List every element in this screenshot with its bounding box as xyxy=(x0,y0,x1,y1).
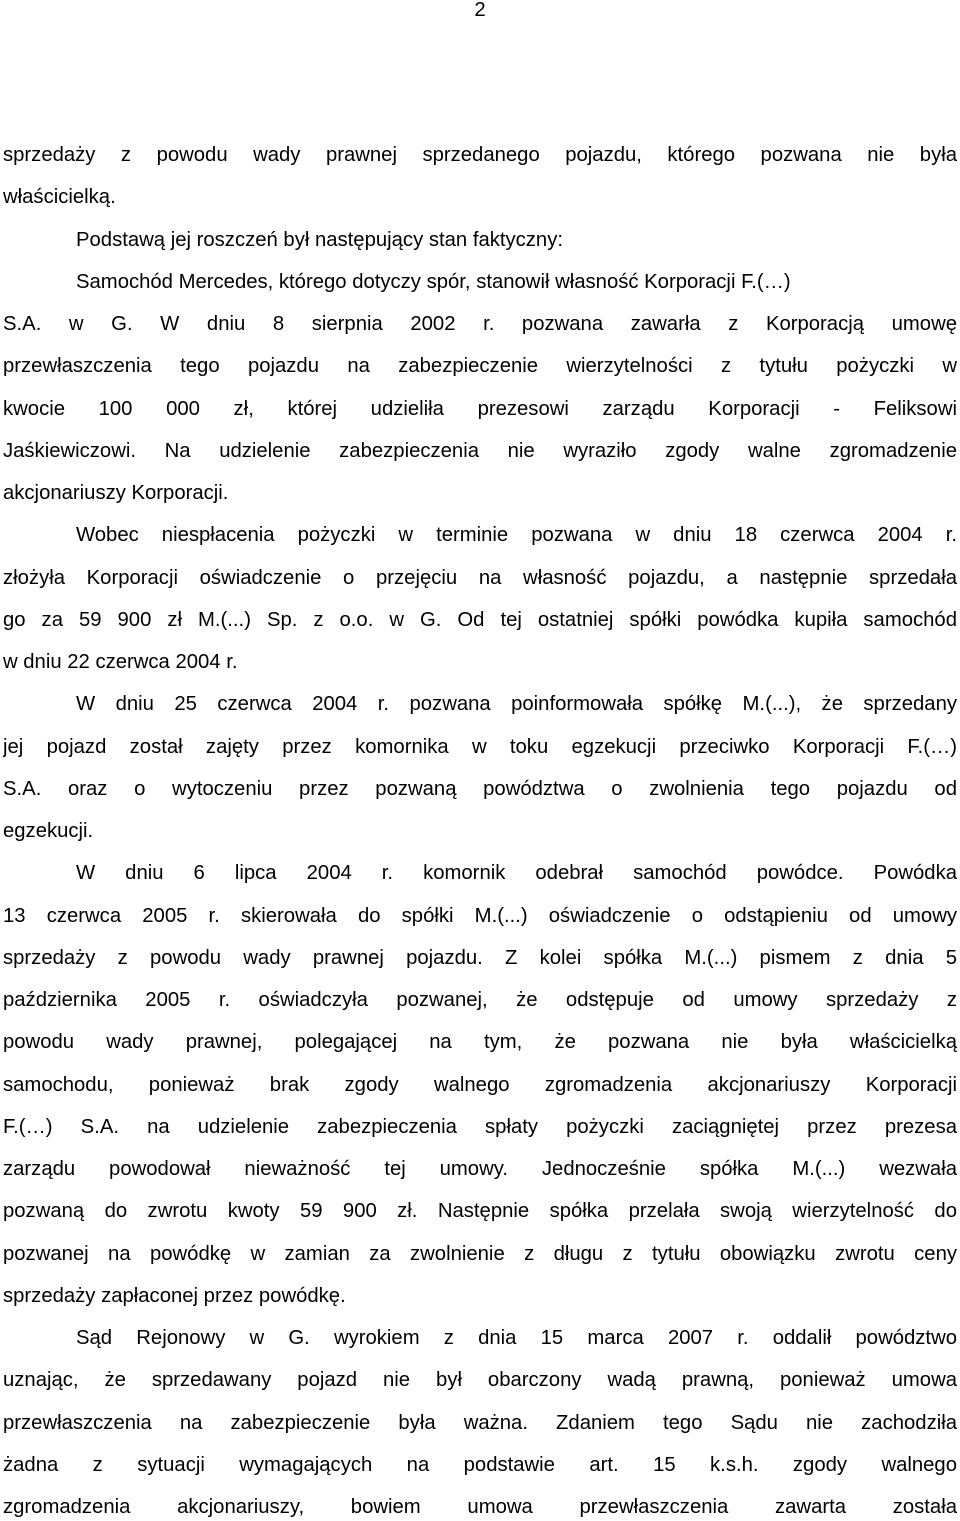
text-line: F.(…) S.A. na udzielenie zabezpieczenia spłaty pożyczki zaciągniętej przez prezesa xyxy=(3,1115,957,1138)
text-line: jej pojazd został zajęty przez komornika w toku egzekucji przeciwko Korporacji F.(…) xyxy=(3,735,957,758)
text-line: 13 czerwca 2005 r. skierowała do spółki M.(...) oświadczenie o odstąpieniu od umowy xyxy=(3,904,957,927)
text-line: Sąd Rejonowy w G. wyrokiem z dnia 15 marca 2007 r. oddalił powództwo xyxy=(76,1327,957,1349)
text-line: sprzedaży z powodu wady prawnej pojazdu. Z kolei spółka M.(...) pismem z dnia 5 xyxy=(3,946,957,969)
text-line: Podstawą jej roszczeń był następujący stan faktyczny: xyxy=(76,228,563,251)
text-line: przewłaszczenia tego pojazdu na zabezpieczenie wierzytelności z tytułu pożyczki w xyxy=(3,355,957,378)
text-line: właścicielką. xyxy=(3,186,116,209)
text-line: S.A. oraz o wytoczeniu przez pozwaną powództwa o zwolnienia tego pojazdu od xyxy=(3,777,957,800)
text-line: pozwaną do zwrotu kwoty 59 900 zł. Następnie spółka przelała swoją wierzytelność do xyxy=(3,1200,957,1223)
text-line: egzekucji. xyxy=(3,820,94,842)
text-line: akcjonariuszy Korporacji. xyxy=(3,482,229,504)
text-line: sprzedaży zapłaconej przez powódkę. xyxy=(3,1284,346,1307)
text-line: zgromadzenia akcjonariuszy, bowiem umowa przewłaszczenia zawarta została xyxy=(3,1496,957,1518)
text-line: W dniu 6 lipca 2004 r. komornik odebrał samochód powódce. Powódka xyxy=(76,862,957,885)
text-line: pozwanej na powódkę w zamian za zwolnienie z długu z tytułu obowiązku zwrotu ceny xyxy=(3,1242,957,1265)
page-number: 2 xyxy=(474,0,486,21)
text-line: października 2005 r. oświadczyła pozwanej, że odstępuje od umowy sprzedaży z xyxy=(3,989,957,1011)
text-line: Samochód Mercedes, którego dotyczy spór, stanowił własność Korporacji F.(…) xyxy=(76,270,791,293)
text-line: Wobec niespłacenia pożyczki w terminie pozwana w dniu 18 czerwca 2004 r. xyxy=(76,524,957,547)
text-line: złożyła Korporacji oświadczenie o przejęciu na własność pojazdu, a następnie sprzedała xyxy=(3,566,957,589)
text-line: uznając, że sprzedawany pojazd nie był obarczony wadą prawną, ponieważ umowa xyxy=(3,1369,957,1392)
text-line: w dniu 22 czerwca 2004 r. xyxy=(3,651,238,673)
text-line: S.A. w G. W dniu 8 sierpnia 2002 r. pozwana zawarła z Korporacją umowę xyxy=(3,313,957,335)
text-line: samochodu, ponieważ brak zgody walnego zgromadzenia akcjonariuszy Korporacji xyxy=(3,1073,957,1096)
text-line: zarządu powodował nieważność tej umowy. Jednocześnie spółka M.(...) wezwała xyxy=(3,1158,957,1180)
text-line: żadna z sytuacji wymagających na podstawie art. 15 k.s.h. zgody walnego xyxy=(3,1453,957,1476)
text-line: sprzedaży z powodu wady prawnej sprzedanego pojazdu, którego pozwana nie była xyxy=(3,144,957,166)
text-line: kwocie 100 000 zł, której udzieliła prezesowi zarządu Korporacji - Feliksowi xyxy=(3,397,957,420)
text-line: Jaśkiewiczowi. Na udzielenie zabezpieczenia nie wyraziło zgody walne zgromadzenie xyxy=(3,439,957,462)
text-line: W dniu 25 czerwca 2004 r. pozwana poinformowała spółkę M.(...), że sprzedany xyxy=(76,693,957,716)
text-line: powodu wady prawnej, polegającej na tym, że pozwana nie była właścicielką xyxy=(3,1031,957,1054)
text-line: przewłaszczenia na zabezpieczenie była ważna. Zdaniem tego Sądu nie zachodziła xyxy=(3,1411,957,1434)
text-line: go za 59 900 zł M.(...) Sp. z o.o. w G. Od tej ostatniej spółki powódka kupiła samochód xyxy=(3,608,957,631)
